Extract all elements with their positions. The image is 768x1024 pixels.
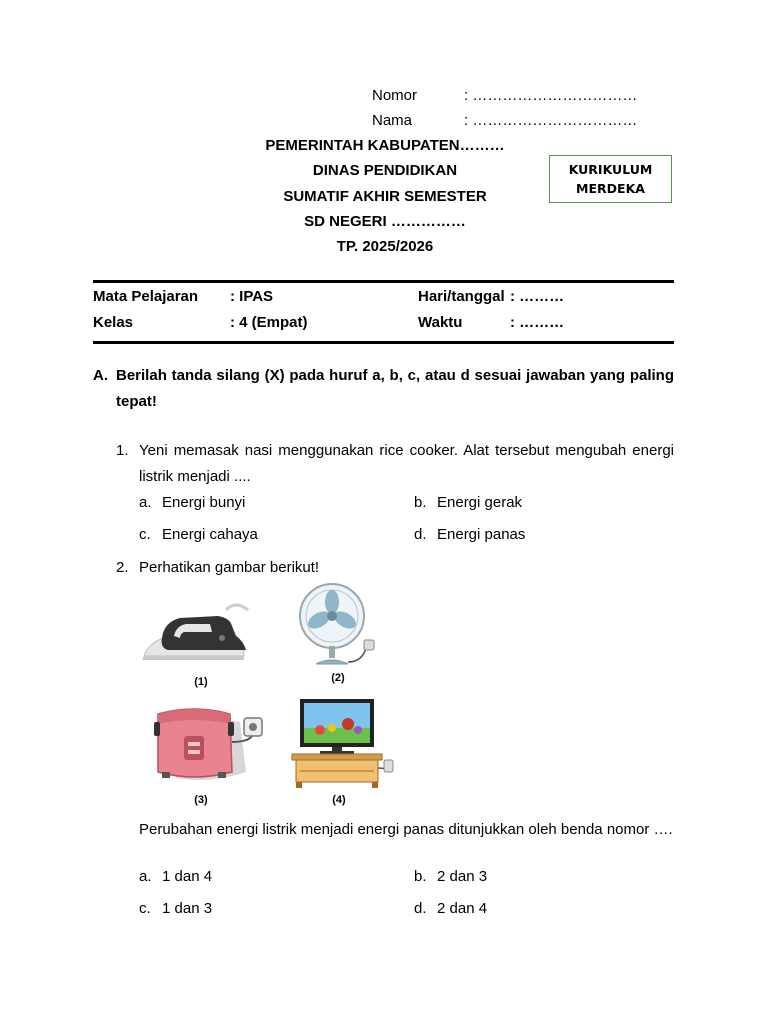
nomor-label: Nomor <box>372 87 418 104</box>
question-1-option-d[interactable] <box>414 526 525 543</box>
option-text: 2 dan 3 <box>437 868 488 885</box>
question-1-option-b[interactable] <box>414 494 522 511</box>
option-letter: a. <box>139 868 152 885</box>
curriculum-badge <box>549 155 672 203</box>
header-government: PEMERINTAH KABUPATEN……… <box>265 137 505 154</box>
image-4-caption: (4) <box>332 794 346 806</box>
question-2-option-b[interactable] <box>414 868 487 885</box>
option-text: 1 dan 3 <box>162 900 213 917</box>
option-text: Energi bunyi <box>162 494 246 511</box>
bottom-rule <box>93 341 674 344</box>
top-rule <box>93 280 674 283</box>
option-letter: d. <box>414 526 427 543</box>
image-3-caption: (3) <box>194 794 208 806</box>
option-text: Energi gerak <box>437 494 523 511</box>
option-letter: a. <box>139 494 152 511</box>
rice-cooker-icon <box>150 702 266 784</box>
nomor-value: : …………………………… <box>464 87 638 104</box>
header-school: SD NEGERI …………… <box>304 213 466 230</box>
day-date-value: : ……… <box>510 288 565 305</box>
question-2-option-a[interactable] <box>139 868 212 885</box>
header-department: DINAS PENDIDIKAN <box>312 162 458 179</box>
question-2-followup-text: Perubahan energi listrik menjadi energi panas ditunjukkan oleh benda nomor …. <box>139 821 673 838</box>
header-exam-title: SUMATIF AKHIR SEMESTER <box>283 188 487 205</box>
question-1-option-c[interactable] <box>139 526 258 543</box>
question-1-number: 1. <box>116 442 129 459</box>
image-2-caption: (2) <box>331 672 345 684</box>
question-2-text: Perhatikan gambar berikut! <box>139 559 320 576</box>
iron-icon <box>140 598 250 666</box>
time-value: : ……… <box>510 314 565 331</box>
section-a-letter: A. <box>93 367 108 384</box>
option-letter: b. <box>414 494 427 511</box>
class-value: : 4 (Empat) <box>230 314 308 331</box>
section-a-instruction <box>93 363 674 415</box>
question-1-text: Yeni memasak nasi menggunakan rice cooker. Alat tersebut mengubah energi listrik menjadi .... <box>139 442 674 485</box>
question-2-number: 2. <box>116 559 129 576</box>
curriculum-badge-line2: MERDEKA <box>576 181 645 196</box>
image-1-caption: (1) <box>194 676 208 688</box>
class-label: Kelas <box>93 314 134 331</box>
question-2 <box>116 555 674 581</box>
option-letter: c. <box>139 900 151 917</box>
question-1 <box>116 438 674 490</box>
question-2-followup <box>139 817 674 843</box>
fan-icon <box>296 582 382 668</box>
option-text: Energi cahaya <box>162 526 258 543</box>
option-text: Energi panas <box>437 526 526 543</box>
option-letter: d. <box>414 900 427 917</box>
day-date-label: Hari/tanggal <box>418 288 505 305</box>
question-1-option-a[interactable] <box>139 494 245 511</box>
television-icon <box>290 698 394 790</box>
option-letter: c. <box>139 526 151 543</box>
subject-value: : IPAS <box>230 288 274 305</box>
time-label: Waktu <box>418 314 463 331</box>
nama-label: Nama <box>372 112 413 129</box>
header-academic-year: TP. 2025/2026 <box>336 238 434 255</box>
option-text: 1 dan 4 <box>162 868 213 885</box>
nama-value: : …………………………… <box>464 112 638 129</box>
option-letter: b. <box>414 868 427 885</box>
curriculum-badge-line1: KURIKULUM <box>568 162 653 177</box>
section-a-text: Berilah tanda silang (X) pada huruf a, b, c, atau d sesuai jawaban yang paling tepat! <box>116 367 674 410</box>
option-text: 2 dan 4 <box>437 900 488 917</box>
subject-label: Mata Pelajaran <box>93 288 199 305</box>
question-2-option-d[interactable] <box>414 900 487 917</box>
question-2-option-c[interactable] <box>139 900 212 917</box>
